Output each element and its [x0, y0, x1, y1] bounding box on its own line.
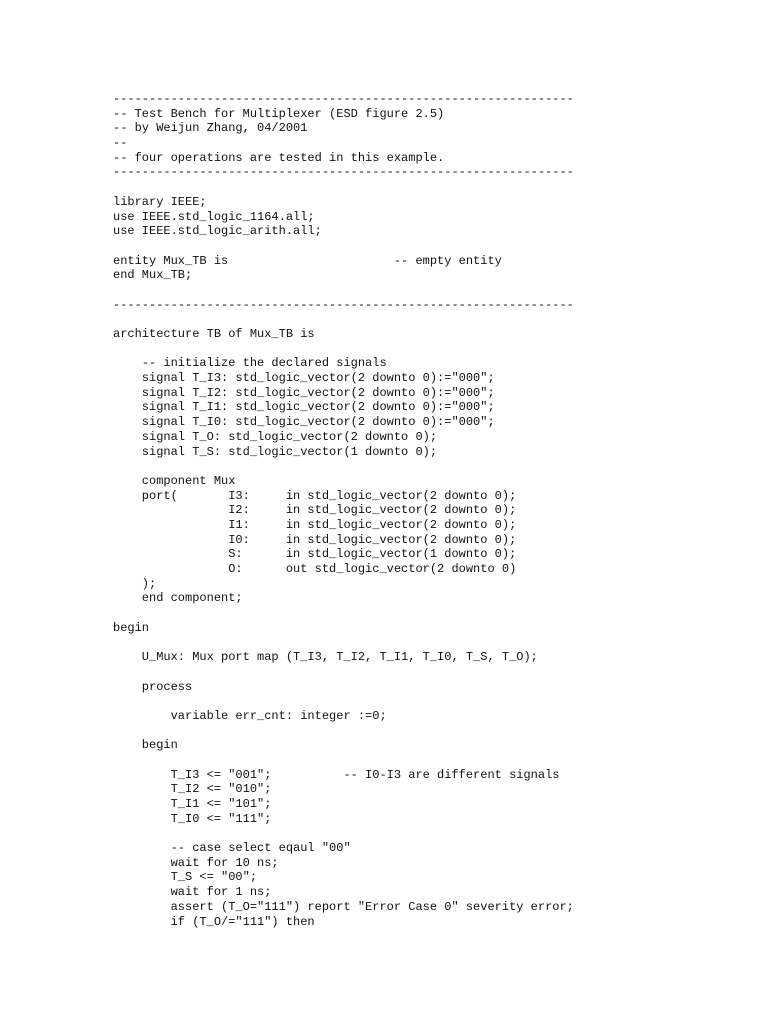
code-line	[113, 283, 673, 298]
code-line: T_I3 <= "001"; -- I0-I3 are different signals	[113, 767, 560, 782]
code-line	[113, 239, 673, 254]
code-line: if (T_O/="111") then	[113, 914, 315, 929]
code-line: signal T_O: std_logic_vector(2 downto 0);	[113, 429, 438, 444]
code-line: -- Test Bench for Multiplexer (ESD figure 2.5)	[113, 106, 445, 121]
code-line	[113, 312, 673, 327]
code-line: end Mux_TB;	[113, 268, 193, 283]
code-line: -- case select eqaul "00"	[113, 841, 351, 856]
code-line	[113, 459, 673, 474]
code-line: -- initialize the declared signals	[113, 356, 387, 371]
code-line	[113, 180, 673, 195]
code-line: use IEEE.std_logic_arith.all;	[113, 224, 322, 239]
code-line	[113, 606, 673, 621]
code-line: T_I1 <= "101";	[113, 797, 272, 811]
code-line: I1: in std_logic_vector(2 downto 0);	[113, 517, 517, 532]
code-line	[113, 826, 673, 841]
code-line: T_S <= "00";	[113, 870, 258, 885]
code-line: O: out std_logic_vector(2 downto 0)	[113, 562, 517, 576]
code-listing	[113, 92, 673, 929]
code-line: wait for 10 ns;	[113, 855, 279, 870]
code-line: signal T_I1: std_logic_vector(2 downto 0):="000";	[113, 400, 495, 415]
code-line	[113, 635, 673, 650]
code-line: entity Mux_TB is -- empty entity	[113, 253, 502, 268]
code-line: assert (T_O="111") report "Error Case 0" severity error;	[113, 899, 574, 914]
code-line: T_I0 <= "111";	[113, 811, 272, 826]
code-line: signal T_I3: std_logic_vector(2 downto 0):="000";	[113, 371, 495, 386]
code-line: I2: in std_logic_vector(2 downto 0);	[113, 503, 517, 518]
code-line: library IEEE;	[113, 194, 207, 209]
code-line: end component;	[113, 591, 243, 606]
code-line: component Mux	[113, 473, 236, 488]
code-line: process	[113, 679, 193, 694]
code-line: port( I3: in std_logic_vector(2 downto 0);	[113, 488, 517, 503]
code-line: T_I2 <= "010";	[113, 782, 272, 797]
code-line: );	[113, 576, 157, 591]
code-line: -- four operations are tested in this example.	[113, 150, 445, 165]
code-line: architecture TB of Mux_TB is	[113, 327, 315, 341]
code-line: I0: in std_logic_vector(2 downto 0);	[113, 532, 517, 547]
code-line	[113, 753, 673, 768]
code-line: variable err_cnt: integer :=0;	[113, 708, 387, 723]
code-line: S: in std_logic_vector(1 downto 0);	[113, 547, 517, 562]
code-line: --	[113, 136, 128, 151]
code-line: signal T_I2: std_logic_vector(2 downto 0):="000";	[113, 385, 495, 400]
code-line: begin	[113, 738, 178, 753]
code-line	[113, 342, 673, 357]
code-line: use IEEE.std_logic_1164.all;	[113, 209, 315, 224]
code-line	[113, 694, 673, 709]
code-line: signal T_S: std_logic_vector(1 downto 0);	[113, 444, 438, 459]
code-line	[113, 665, 673, 680]
code-line: ----------------------------------------------------------------	[113, 92, 574, 106]
code-line: ----------------------------------------------------------------	[113, 165, 574, 180]
code-line: -- by Weijun Zhang, 04/2001	[113, 121, 308, 136]
code-line	[113, 724, 673, 739]
code-line: begin	[113, 620, 150, 635]
code-line: U_Mux: Mux port map (T_I3, T_I2, T_I1, T_I0, T_S, T_O);	[113, 650, 538, 665]
code-line: ----------------------------------------------------------------	[113, 297, 574, 312]
code-line: wait for 1 ns;	[113, 885, 272, 900]
code-line: signal T_I0: std_logic_vector(2 downto 0):="000";	[113, 415, 495, 430]
